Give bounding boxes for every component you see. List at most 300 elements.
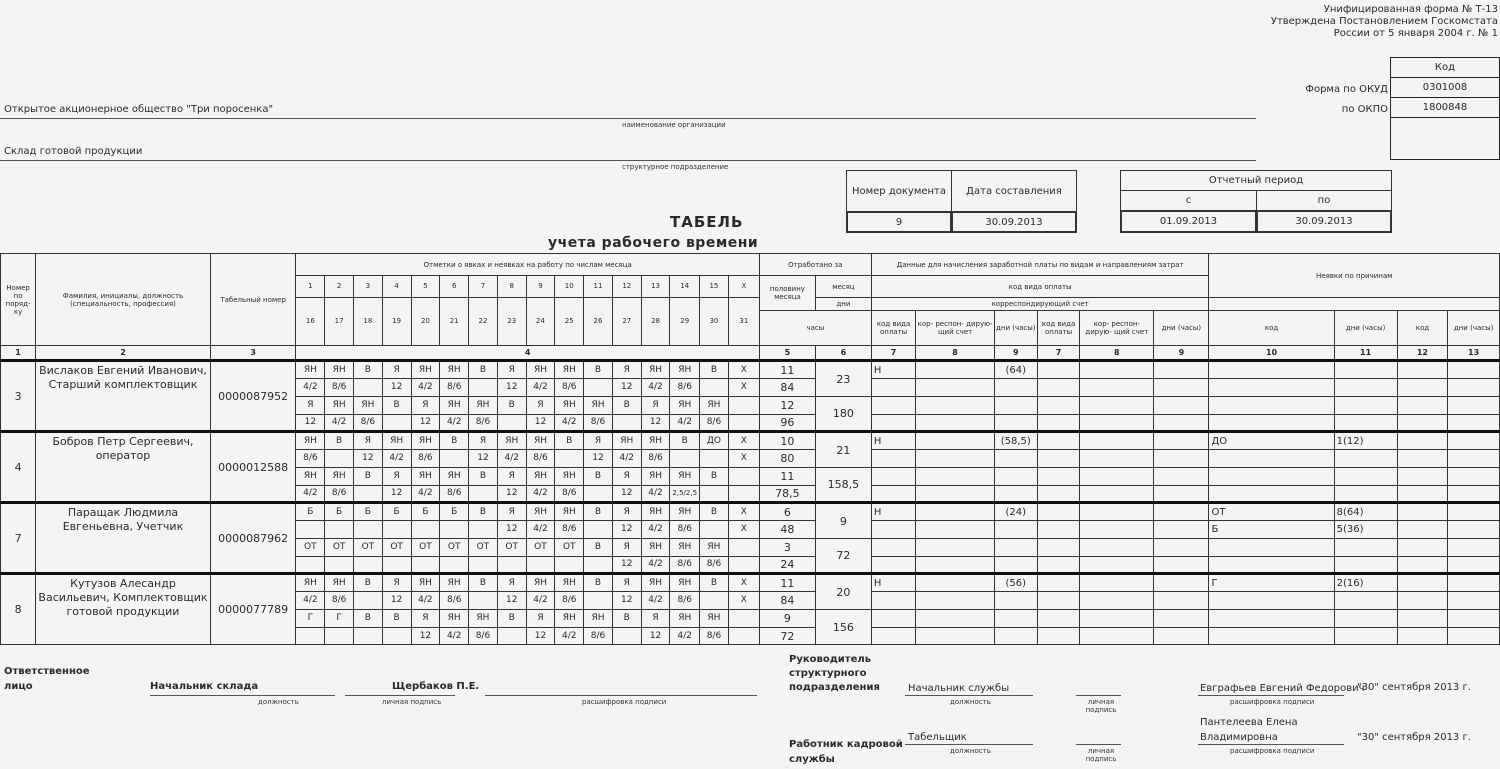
- day-mark: 12: [497, 486, 526, 503]
- day-mark: [469, 557, 498, 574]
- day-header: 22: [469, 298, 498, 346]
- pay-cell: [994, 415, 1037, 432]
- day-mark: 12: [612, 486, 641, 503]
- pay-cell: Н: [871, 503, 916, 521]
- day-mark: 4/2: [555, 415, 584, 432]
- day-mark: [411, 521, 440, 539]
- employee-tab: 0000087952: [210, 361, 296, 432]
- day-mark: 8/6: [670, 379, 700, 397]
- hr-name-1: Пантелеева Елена: [1200, 717, 1298, 728]
- col-header-tab: Табельный номер: [210, 254, 296, 346]
- col-number: 9: [994, 346, 1037, 361]
- resp-signature-line: [345, 695, 455, 696]
- pay-cell: [994, 557, 1037, 574]
- day-mark: Я: [612, 539, 641, 557]
- head-signature-caption: личная подпись: [1085, 698, 1117, 714]
- worked-half: 11: [759, 361, 815, 379]
- day-mark: [728, 486, 759, 503]
- col-header-sub: дни (часы): [1448, 311, 1500, 346]
- day-mark: 12: [612, 557, 641, 574]
- day-mark: ЯН: [325, 574, 354, 592]
- resp-name: Щербаков П.Е.: [392, 681, 480, 692]
- day-mark: 8/6: [555, 379, 584, 397]
- worked-half: 12: [759, 397, 815, 415]
- doc-date-label: Дата составления: [951, 170, 1077, 212]
- day-mark: ЯН: [555, 610, 584, 628]
- day-mark: Я: [641, 610, 670, 628]
- day-mark: Б: [354, 503, 383, 521]
- absence-cell: [1334, 610, 1397, 628]
- absence-cell: [1448, 397, 1500, 415]
- hr-date: "30" сентября 2013 г.: [1357, 732, 1471, 743]
- day-mark: ЯН: [555, 468, 584, 486]
- employee-tab: 0000087962: [210, 503, 296, 574]
- pay-cell: Н: [871, 361, 916, 379]
- day-mark: [497, 628, 526, 645]
- absence-cell: [1334, 486, 1397, 503]
- day-header: 8: [497, 276, 526, 298]
- day-mark: Б: [382, 503, 411, 521]
- day-mark: [584, 486, 613, 503]
- pay-cell: [1154, 361, 1209, 379]
- day-mark: В: [469, 503, 498, 521]
- day-mark: [440, 521, 469, 539]
- day-mark: Я: [612, 468, 641, 486]
- pay-cell: [1154, 503, 1209, 521]
- day-mark: X: [728, 574, 759, 592]
- day-mark: ЯН: [670, 610, 700, 628]
- day-mark: 12: [612, 521, 641, 539]
- col-header-pay: Данные для начисления заработной платы по видам и направлениям затрат: [871, 254, 1209, 276]
- day-mark: [584, 379, 613, 397]
- form-header: [1271, 4, 1498, 40]
- day-mark: 4/2: [641, 592, 670, 610]
- day-mark: В: [584, 468, 613, 486]
- day-mark: X: [728, 503, 759, 521]
- absence-cell: [1448, 379, 1500, 397]
- worked-half: 6: [759, 503, 815, 521]
- hr-decode-line: [1198, 744, 1344, 745]
- col-header-account: корреспондирующий счет: [871, 298, 1209, 311]
- day-mark: ЯН: [325, 468, 354, 486]
- employee-name: Кутузов Алесандр Васильевич, Комплектовщик готовой продукции: [36, 574, 211, 645]
- employee-no: 7: [1, 503, 36, 574]
- day-mark: ЯН: [354, 397, 383, 415]
- day-mark: [296, 557, 325, 574]
- pay-cell: [994, 610, 1037, 628]
- day-mark: X: [728, 450, 759, 468]
- hr-label-2: службы: [789, 754, 835, 765]
- day-mark: 12: [382, 486, 411, 503]
- absence-cell: [1397, 450, 1448, 468]
- employee-no: 3: [1, 361, 36, 432]
- dept-underline: [0, 160, 1256, 161]
- col-header-sub: код: [1209, 311, 1334, 346]
- hr-signature-caption: личная подпись: [1085, 747, 1117, 763]
- col-number: 7: [1037, 346, 1080, 361]
- pay-cell: [1037, 521, 1080, 539]
- day-header: 5: [411, 276, 440, 298]
- day-mark: [728, 539, 759, 557]
- day-mark: Я: [526, 610, 555, 628]
- day-mark: В: [584, 503, 613, 521]
- day-mark: Я: [612, 574, 641, 592]
- day-mark: 8/6: [354, 415, 383, 432]
- day-mark: 8/6: [440, 592, 469, 610]
- day-mark: [700, 592, 729, 610]
- col-header-sub: код: [1397, 311, 1448, 346]
- day-mark: ЯН: [296, 432, 325, 450]
- pay-cell: [1080, 610, 1154, 628]
- day-mark: В: [700, 468, 729, 486]
- col-number: 3: [210, 346, 296, 361]
- pay-cell: [916, 592, 994, 610]
- day-mark: ОТ: [411, 539, 440, 557]
- col-number: 8: [1080, 346, 1154, 361]
- table-row: [1, 361, 1500, 379]
- day-mark: [382, 415, 411, 432]
- absence-cell: [1448, 539, 1500, 557]
- worked-half: 9: [759, 610, 815, 628]
- worked-half: 11: [759, 574, 815, 592]
- day-mark: 12: [641, 415, 670, 432]
- absence-cell: [1448, 557, 1500, 574]
- pay-cell: [1154, 415, 1209, 432]
- worked-month: 23: [816, 361, 872, 397]
- pay-cell: [1080, 415, 1154, 432]
- day-mark: [354, 628, 383, 645]
- day-mark: [728, 415, 759, 432]
- pay-cell: [1080, 503, 1154, 521]
- day-mark: В: [354, 361, 383, 379]
- day-mark: [469, 486, 498, 503]
- worked-month: 72: [816, 539, 872, 574]
- day-mark: ОТ: [497, 539, 526, 557]
- pay-cell: [916, 379, 994, 397]
- day-mark: [497, 415, 526, 432]
- day-mark: В: [382, 610, 411, 628]
- day-header: 7: [469, 276, 498, 298]
- pay-cell: [1037, 610, 1080, 628]
- day-mark: 8/6: [469, 628, 498, 645]
- pay-cell: [1037, 432, 1080, 450]
- absence-cell: [1397, 592, 1448, 610]
- day-mark: Я: [497, 468, 526, 486]
- col-number: 6: [816, 346, 872, 361]
- day-mark: X: [728, 521, 759, 539]
- pay-cell: (64): [994, 361, 1037, 379]
- day-mark: 4/2: [641, 486, 670, 503]
- absence-cell: [1209, 557, 1334, 574]
- day-mark: ОТ: [469, 539, 498, 557]
- head-position: Начальник службы: [908, 683, 1010, 694]
- pay-cell: [1080, 592, 1154, 610]
- absence-cell: [1334, 628, 1397, 645]
- absence-cell: [1209, 361, 1334, 379]
- pay-cell: [1037, 468, 1080, 486]
- period-from-label: с: [1120, 190, 1257, 211]
- doc-subtitle: учета рабочего времени: [548, 235, 759, 251]
- day-mark: 4/2: [497, 450, 526, 468]
- day-mark: X: [728, 432, 759, 450]
- day-mark: ЯН: [411, 361, 440, 379]
- day-mark: ЯН: [670, 397, 700, 415]
- day-mark: [382, 628, 411, 645]
- day-header: 19: [382, 298, 411, 346]
- period-from: 01.09.2013: [1120, 210, 1257, 233]
- timesheet-table: [0, 253, 1500, 645]
- day-mark: ОТ: [325, 539, 354, 557]
- dept-caption: структурное подразделение: [622, 163, 729, 171]
- day-mark: 8/6: [526, 450, 555, 468]
- day-mark: В: [612, 397, 641, 415]
- absence-cell: [1397, 468, 1448, 486]
- day-mark: 12: [411, 628, 440, 645]
- okud-label: Форма по ОКУД: [1305, 84, 1388, 95]
- col-header-sub: дни (часы): [1154, 311, 1209, 346]
- day-mark: Я: [612, 503, 641, 521]
- day-mark: 8/6: [584, 628, 613, 645]
- col-number: 13: [1448, 346, 1500, 361]
- absence-cell: Б: [1209, 521, 1334, 539]
- day-mark: ЯН: [670, 539, 700, 557]
- doc-num: 9: [846, 211, 952, 233]
- day-mark: 8/6: [700, 415, 729, 432]
- day-mark: 4/2: [612, 450, 641, 468]
- day-mark: 4/2: [440, 415, 469, 432]
- pay-cell: [1080, 557, 1154, 574]
- day-mark: [440, 450, 469, 468]
- day-mark: 8/6: [555, 592, 584, 610]
- col-number: 8: [916, 346, 994, 361]
- pay-cell: [871, 628, 916, 645]
- pay-cell: [994, 628, 1037, 645]
- day-mark: ЯН: [296, 361, 325, 379]
- worked-half: 84: [759, 592, 815, 610]
- day-mark: [728, 628, 759, 645]
- day-header: X: [728, 276, 759, 298]
- day-mark: 4/2: [296, 592, 325, 610]
- worked-month: 156: [816, 610, 872, 645]
- pay-cell: [871, 468, 916, 486]
- hr-signature-line: [1076, 744, 1121, 745]
- day-header: 12: [612, 276, 641, 298]
- col-number: 2: [36, 346, 211, 361]
- day-mark: [555, 557, 584, 574]
- employee-no: 8: [1, 574, 36, 645]
- pay-cell: [871, 539, 916, 557]
- day-header: 31: [728, 298, 759, 346]
- col-number: 11: [1334, 346, 1397, 361]
- doc-title: ТАБЕЛЬ: [670, 213, 744, 231]
- day-mark: ЯН: [526, 361, 555, 379]
- form-header-line: России от 5 января 2004 г. № 1: [1333, 28, 1498, 39]
- doc-date: 30.09.2013: [951, 211, 1077, 233]
- day-mark: [411, 557, 440, 574]
- absence-cell: [1334, 361, 1397, 379]
- col-header-sub: код вида оплаты: [1037, 311, 1080, 346]
- day-mark: ЯН: [612, 432, 641, 450]
- pay-cell: [1080, 468, 1154, 486]
- worked-half: 3: [759, 539, 815, 557]
- day-header: 23: [497, 298, 526, 346]
- col-number: 12: [1397, 346, 1448, 361]
- pay-cell: Н: [871, 574, 916, 592]
- day-header: 2: [325, 276, 354, 298]
- pay-cell: [1080, 486, 1154, 503]
- absence-cell: [1448, 574, 1500, 592]
- head-position-caption: должность: [950, 698, 991, 706]
- day-header: 27: [612, 298, 641, 346]
- day-mark: 4/2: [382, 450, 411, 468]
- absence-cell: [1397, 539, 1448, 557]
- day-mark: Я: [382, 468, 411, 486]
- day-mark: Я: [411, 610, 440, 628]
- pay-cell: [994, 486, 1037, 503]
- day-mark: ЯН: [526, 503, 555, 521]
- day-mark: 12: [612, 592, 641, 610]
- day-mark: В: [584, 539, 613, 557]
- day-mark: 4/2: [411, 592, 440, 610]
- form-header-line: Унифицированная форма № Т-13: [1323, 4, 1498, 15]
- pay-cell: [994, 397, 1037, 415]
- worked-half: 11: [759, 468, 815, 486]
- pay-cell: [916, 397, 994, 415]
- day-mark: ЯН: [440, 468, 469, 486]
- pay-cell: [1154, 379, 1209, 397]
- col-number: 10: [1209, 346, 1334, 361]
- day-header: 20: [411, 298, 440, 346]
- col-header-no: Номер по поряд- ку: [1, 254, 36, 346]
- day-mark: ЯН: [325, 361, 354, 379]
- day-mark: [700, 379, 729, 397]
- day-mark: 12: [526, 628, 555, 645]
- day-mark: ЯН: [469, 610, 498, 628]
- pay-cell: [1037, 628, 1080, 645]
- hr-position-line: [905, 744, 1033, 745]
- pay-cell: [916, 503, 994, 521]
- day-mark: [584, 592, 613, 610]
- day-mark: ЯН: [411, 468, 440, 486]
- day-mark: В: [700, 361, 729, 379]
- day-mark: 4/2: [296, 379, 325, 397]
- pay-cell: [1080, 361, 1154, 379]
- day-mark: ЯН: [641, 539, 670, 557]
- day-mark: ЯН: [555, 397, 584, 415]
- absence-cell: [1397, 361, 1448, 379]
- absence-cell: [1397, 557, 1448, 574]
- day-mark: [382, 521, 411, 539]
- absence-cell: [1397, 610, 1448, 628]
- pay-cell: [871, 557, 916, 574]
- pay-cell: [871, 397, 916, 415]
- absence-cell: [1334, 468, 1397, 486]
- day-mark: ОТ: [382, 539, 411, 557]
- col-header-blank: [1209, 298, 1500, 311]
- worked-half: 96: [759, 415, 815, 432]
- pay-cell: [1154, 628, 1209, 645]
- absence-cell: ДО: [1209, 432, 1334, 450]
- day-header: 17: [325, 298, 354, 346]
- day-mark: [325, 628, 354, 645]
- day-mark: [354, 379, 383, 397]
- day-mark: Я: [411, 397, 440, 415]
- okud-value: 0301008: [1390, 78, 1500, 98]
- day-mark: [728, 610, 759, 628]
- worked-half: 10: [759, 432, 815, 450]
- period-to-label: по: [1256, 190, 1392, 211]
- pay-cell: [916, 610, 994, 628]
- day-mark: Я: [382, 361, 411, 379]
- pay-cell: [1154, 432, 1209, 450]
- day-header: 25: [555, 298, 584, 346]
- col-header-worked: Отработано за: [759, 254, 871, 276]
- day-mark: 4/2: [670, 415, 700, 432]
- day-mark: Я: [497, 361, 526, 379]
- day-mark: [325, 557, 354, 574]
- day-mark: 8/6: [469, 415, 498, 432]
- pay-cell: [1154, 592, 1209, 610]
- day-mark: [354, 592, 383, 610]
- day-mark: 12: [382, 592, 411, 610]
- absence-cell: [1448, 628, 1500, 645]
- absence-cell: [1209, 415, 1334, 432]
- day-mark: В: [382, 397, 411, 415]
- day-header: 16: [296, 298, 325, 346]
- day-mark: 8/6: [700, 628, 729, 645]
- day-mark: [354, 486, 383, 503]
- absence-cell: ОТ: [1209, 503, 1334, 521]
- pay-cell: [1154, 557, 1209, 574]
- day-mark: ЯН: [641, 468, 670, 486]
- hr-decode-caption: расшифровка подписи: [1230, 747, 1315, 755]
- pay-cell: [1037, 379, 1080, 397]
- day-mark: [728, 557, 759, 574]
- pay-cell: [1154, 486, 1209, 503]
- table-row: [1, 346, 1500, 361]
- absence-cell: [1448, 468, 1500, 486]
- day-mark: 4/2: [526, 486, 555, 503]
- day-mark: 12: [469, 450, 498, 468]
- day-mark: [325, 521, 354, 539]
- org-caption: наименование организации: [622, 121, 726, 129]
- head-date: "30" сентября 2013 г.: [1357, 682, 1471, 693]
- day-mark: 4/2: [411, 486, 440, 503]
- day-mark: 12: [641, 628, 670, 645]
- pay-cell: [1037, 503, 1080, 521]
- day-mark: 4/2: [526, 521, 555, 539]
- absence-cell: [1334, 397, 1397, 415]
- day-mark: [612, 628, 641, 645]
- absence-cell: [1448, 415, 1500, 432]
- pay-cell: [916, 539, 994, 557]
- day-mark: ЯН: [440, 574, 469, 592]
- day-mark: Б: [440, 503, 469, 521]
- day-mark: [325, 450, 354, 468]
- pay-cell: [871, 450, 916, 468]
- day-mark: Я: [612, 361, 641, 379]
- absence-cell: [1334, 450, 1397, 468]
- day-mark: Я: [526, 397, 555, 415]
- day-mark: Я: [497, 503, 526, 521]
- day-mark: [700, 486, 729, 503]
- pay-cell: [1080, 450, 1154, 468]
- day-mark: ЯН: [440, 361, 469, 379]
- day-mark: 8/6: [440, 379, 469, 397]
- day-mark: 8/6: [555, 521, 584, 539]
- day-mark: [296, 628, 325, 645]
- day-mark: [526, 557, 555, 574]
